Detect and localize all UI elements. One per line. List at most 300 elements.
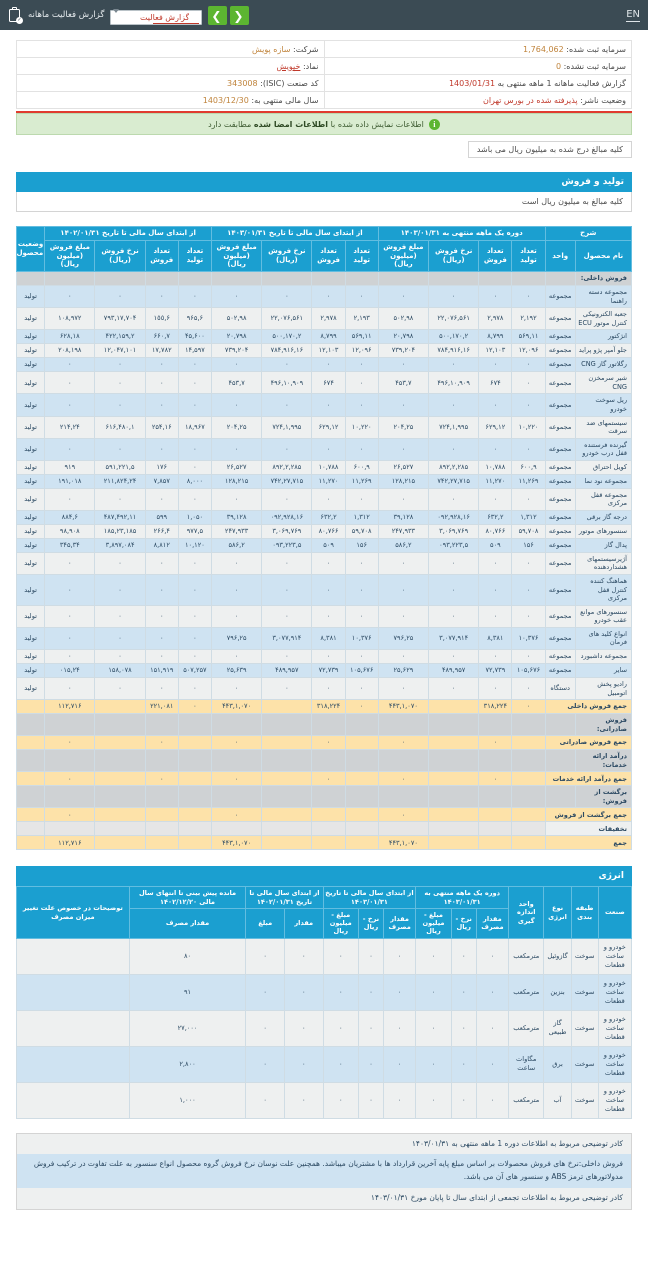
cell-y_rate-17: ٠: [262, 605, 312, 627]
unregistered-capital-value: 0: [555, 61, 562, 71]
grand-total-label: جمع: [545, 836, 631, 850]
cell-p_amt-1: ١٠٨,٩٧٢: [45, 308, 95, 330]
next-report-button[interactable]: ❯: [208, 6, 227, 25]
cell-y_amt-5: ٧,۴۵٣: [211, 372, 261, 394]
energy-category-3: سوخت: [571, 1046, 598, 1082]
total-internal-m_amt: ١,٠٧٠,۴۴٣: [378, 700, 428, 714]
cell-y_sale-4: ٠: [312, 358, 345, 372]
product-unit-3: مجموعه: [545, 344, 575, 358]
table-row: [17, 286, 632, 308]
cell-m_amt-5: ٧,۴۵٣: [378, 372, 428, 394]
th-p-amt: مبلغ فروش (میلیون ریال): [45, 240, 95, 271]
cell-p_rate-14: ٣,٨٩٧,٠٨۴: [95, 538, 145, 552]
total-returns-y-rate: [262, 808, 312, 822]
info-row-fiscal: [17, 92, 632, 109]
cell-m_amt-11: ٠: [378, 488, 428, 510]
prev-report-button[interactable]: ❮: [230, 6, 249, 25]
table-row: [17, 649, 632, 663]
th-period-month: دوره یک ماهه منتهی به ۱۴۰۳/۰۱/۳۱: [378, 227, 545, 241]
total-services-y-amt: ٠: [211, 772, 261, 786]
cell-m_prod-20: ١٠۵,۶٧۶: [512, 663, 545, 677]
energy-p-amt-2: ٠: [246, 1010, 285, 1046]
total-export-sales-row: [17, 736, 632, 750]
energy-note-4: [17, 1082, 130, 1118]
group-internal-sales-blank-6: [312, 272, 345, 286]
cell-p_amt-5: ٠: [45, 372, 95, 394]
cell-m_prod-15: ٠: [512, 552, 545, 574]
cell-p_amt-2: ١٨,۶٢٨: [45, 330, 95, 344]
cell-y_prod-10: ١١,٢۶٩: [345, 474, 378, 488]
cell-y_sale-10: ١١,٢٧٠: [312, 474, 345, 488]
cell-y_amt-3: ٢٠۴,٧٣٩: [211, 344, 261, 358]
total-internal-p_prod: ٠: [178, 700, 211, 714]
cell-p_prod-4: ٠: [178, 358, 211, 372]
total-export-m-sale: ٠: [479, 736, 512, 750]
product-name-5: شیر سرمخزن CNG: [575, 372, 631, 394]
footer-note-2: کادر توضیحی مربوط به اطلاعات تجمعی از ابتدای سال تا پایان مورخ ۱۴۰۳/۰۱/۳۱: [17, 1188, 631, 1209]
product-status-1: تولید: [17, 308, 45, 330]
cell-y_prod-3: ١٢,٠٩۶: [345, 344, 378, 358]
total-returns-m-rate: [429, 808, 479, 822]
cell-p_amt-3: ٢٠٨,١٩٨: [45, 344, 95, 358]
cell-m_sale-19: ٠: [479, 649, 512, 663]
cell-m_rate-6: ٠: [429, 394, 479, 416]
cell-y_rate-11: ٠: [262, 488, 312, 510]
cell-y_amt-2: ٢٠,٧٩٨: [211, 330, 261, 344]
energy-p-qty-4: ٠: [284, 1082, 323, 1118]
product-status-15: تولید: [17, 552, 45, 574]
cell-y_rate-2: ٢,۵٠٠,١٧٠: [262, 330, 312, 344]
cell-m_amt-7: ٢۵,٢٠۴: [378, 416, 428, 438]
cell-p_rate-5: ٠: [95, 372, 145, 394]
energy-industry-4: خودرو و ساخت قطعات: [598, 1082, 631, 1118]
cell-y_prod-4: ٠: [345, 358, 378, 372]
product-status-8: تولید: [17, 438, 45, 460]
energy-category-0: سوخت: [571, 938, 598, 974]
discounts-blank-4: [345, 822, 378, 836]
discounts-blank-1: [479, 822, 512, 836]
group-sales-returns-blank-7: [262, 786, 312, 808]
cell-y_amt-9: ٢۶,۵٢٧: [211, 460, 261, 474]
total-export-y-sale: ٠: [312, 736, 345, 750]
cell-m_sale-16: ٠: [479, 575, 512, 606]
product-status-2: تولید: [17, 330, 45, 344]
cell-y_prod-13: ۵٩,٧٠٨: [345, 524, 378, 538]
notice-text: [208, 120, 424, 129]
group-export-sales-blank-9: [178, 714, 211, 736]
eth-ytd-1402: از ابتدای سال مالی تا تاریخ ۱۴۰۲/۰۱/۳۱: [246, 887, 323, 908]
group-service-income-blank-12: [45, 750, 95, 772]
eth-balance: مانده پیش بینی تا انتهای سال مالی ۱۴۰۲/۱۲/۲۰: [129, 887, 246, 908]
group-export-sales-blank-4: [378, 714, 428, 736]
cell-m_prod-4: ٠: [512, 358, 545, 372]
table-row: [17, 575, 632, 606]
cell-p_prod-3: ١۴,۵٩٧: [178, 344, 211, 358]
table-row: [17, 627, 632, 649]
cell-p_rate-19: ٠: [95, 649, 145, 663]
cell-p_amt-4: ٠: [45, 358, 95, 372]
group-internal-sales: [17, 272, 632, 286]
cell-m_rate-0: ٠: [429, 286, 479, 308]
page-body: [0, 30, 648, 1228]
th-product-name: نام محصول: [575, 240, 631, 271]
energy-type-1: بنزین: [544, 974, 571, 1010]
discounts-blank-9: [145, 822, 178, 836]
cell-m_sale-6: ٠: [479, 394, 512, 416]
group-sales-returns-blank-1: [512, 786, 545, 808]
cell-y_prod-7: ١٠,٢٢٠: [345, 416, 378, 438]
cell-p_rate-11: ٠: [95, 488, 145, 510]
group-internal-sales-blank-7: [262, 272, 312, 286]
eth-category: طبقه بندی: [571, 887, 598, 938]
cell-y_amt-13: ٢۴٧,٩٣٣: [211, 524, 261, 538]
eth-y-rate: نرخ - ریال: [358, 908, 383, 938]
product-name-11: مجموعه قفل مرکزی: [575, 488, 631, 510]
cell-p_rate-6: ٠: [95, 394, 145, 416]
cell-y_rate-18: ٣,٠٧٧,٩١۴: [262, 627, 312, 649]
cell-m_prod-18: ١٠,٣٧۶: [512, 627, 545, 649]
cell-p_sale-1: ۶,١٥٥: [145, 308, 178, 330]
group-service-income-blank-4: [378, 750, 428, 772]
cell-p_prod-19: ٠: [178, 649, 211, 663]
cell-p_sale-10: ٧,٨۵٧: [145, 474, 178, 488]
info-cell-period: [324, 75, 632, 92]
discounts-row: [17, 822, 632, 836]
cell-y_sale-0: ٠: [312, 286, 345, 308]
energy-y-qty-2: ٠: [383, 1010, 415, 1046]
product-status-10: تولید: [17, 474, 45, 488]
group-internal-sales-blank-11: [95, 272, 145, 286]
company-value: سازه پویش: [251, 44, 291, 54]
total-internal-y_prod: ٠: [345, 700, 378, 714]
energy-m-amt-2: ٠: [416, 1010, 451, 1046]
grand-total-y-b3: [262, 836, 312, 850]
group-export-sales-blank-6: [312, 714, 345, 736]
group-service-income-blank-11: [95, 750, 145, 772]
table-row: [17, 308, 632, 330]
th-ytd-1402: از ابتدای سال مالی تا تاریخ ۱۴۰۲/۰۱/۳۱: [45, 227, 212, 241]
cell-m_amt-17: ٠: [378, 605, 428, 627]
cell-m_prod-1: ٢,١٩٢: [512, 308, 545, 330]
cell-m_rate-12: ١۶,٠٩٢,٩٢٨: [429, 510, 479, 524]
total-internal-y_rate: [262, 700, 312, 714]
cell-p_amt-7: ٢۴,٢١۴: [45, 416, 95, 438]
cell-m_rate-10: ٢٧,٧١۵,٧۴٢: [429, 474, 479, 488]
group-sales-returns-blank-11: [95, 786, 145, 808]
product-unit-19: مجموعه: [545, 649, 575, 663]
cell-p_prod-6: ٠: [178, 394, 211, 416]
product-name-8: گیرنده فرستنده قفل درب خودرو: [575, 438, 631, 460]
rial-unit-note: کلیه مبالغ درج شده به میلیون ریال می باشد: [468, 141, 632, 158]
cell-p_prod-5: ٠: [178, 372, 211, 394]
total-internal-p_amt: ٧١۶,١١٢: [45, 700, 95, 714]
cell-m_rate-17: ٠: [429, 605, 479, 627]
energy-p-qty-0: ٠: [284, 938, 323, 974]
cell-y_amt-7: ٢۵,٢٠۴: [211, 416, 261, 438]
product-status-19: تولید: [17, 649, 45, 663]
energy-industry-3: خودرو و ساخت قطعات: [598, 1046, 631, 1082]
total-returns-label: جمع برگشت از فروش: [545, 808, 631, 822]
cell-m_rate-3: ١۶,٩١۶,٧٨۴: [429, 344, 479, 358]
cell-y_prod-14: ١۵۶: [345, 538, 378, 552]
cell-y_amt-11: ٠: [211, 488, 261, 510]
group-internal-sales-blank-3: [429, 272, 479, 286]
cell-y_prod-12: ١,٣١٢: [345, 510, 378, 524]
discounts-blank-2: [429, 822, 479, 836]
group-internal-sales-blank-8: [211, 272, 261, 286]
cell-p_sale-13: ۴,٢۶۶: [145, 524, 178, 538]
total-internal-m_prod: ٠: [512, 700, 545, 714]
cell-p_amt-14: ٣۴,٣۴۵: [45, 538, 95, 552]
cell-p_prod-10: ٨,٠٠٠: [178, 474, 211, 488]
energy-y-qty-0: ٠: [383, 938, 415, 974]
total-returns-m-amt: ٠: [378, 808, 428, 822]
table-row: [17, 438, 632, 460]
total-export-y-amt: ٠: [211, 736, 261, 750]
energy-unit-1: مترمکعب: [509, 974, 544, 1010]
th-m-prod: تعداد تولید: [512, 240, 545, 271]
cell-p_sale-0: ٠: [145, 286, 178, 308]
discounts-blank-8: [178, 822, 211, 836]
total-services-p-blank: [178, 772, 211, 786]
energy-unit-0: مترمکعب: [509, 938, 544, 974]
cell-p_amt-12: ۶,٨٨۴: [45, 510, 95, 524]
cell-y_rate-10: ٢٧,٧١۵,٧۴٢: [262, 474, 312, 488]
group-export-sales-blank-12: [45, 714, 95, 736]
product-status-14: تولید: [17, 538, 45, 552]
group-sales-returns-blank-9: [178, 786, 211, 808]
energy-row: [17, 974, 632, 1010]
energy-m-qty-3: ٠: [476, 1046, 508, 1082]
energy-m-amt-1: ٠: [416, 974, 451, 1010]
grand-total-status: [17, 836, 45, 850]
energy-y-amt-1: ٠: [323, 974, 358, 1010]
cell-p_sale-4: ٠: [145, 358, 178, 372]
product-name-18: انواع کلید های فرمان: [575, 627, 631, 649]
table-row: [17, 605, 632, 627]
table-row: [17, 358, 632, 372]
company-info-table: [16, 40, 632, 109]
isic-value: 343008: [227, 78, 258, 88]
eth-consumption-qty: مقدار مصرف: [129, 908, 246, 938]
notice-text-before: اطلاعات نمایش داده شده با: [328, 119, 424, 129]
cell-y_sale-12: ٢,۶٣٢: [312, 510, 345, 524]
total-services-m-blank: [512, 772, 545, 786]
energy-category-1: سوخت: [571, 974, 598, 1010]
cell-m_rate-11: ٠: [429, 488, 479, 510]
select-underline: [153, 23, 199, 24]
cell-y_rate-5: ١٠,٩٠٩,۴٩۶: [262, 372, 312, 394]
energy-y-amt-0: ٠: [323, 938, 358, 974]
total-returns-m-b1: [512, 808, 545, 822]
group-internal-sales-blank-4: [378, 272, 428, 286]
cell-m_prod-10: ١١,٢۶٩: [512, 474, 545, 488]
table-row: [17, 538, 632, 552]
energy-industry-1: خودرو و ساخت قطعات: [598, 974, 631, 1010]
energy-note-2: [17, 1010, 130, 1046]
cell-p_prod-16: ٠: [178, 575, 211, 606]
symbol-value[interactable]: خپویش: [276, 61, 301, 71]
total-services-row: [17, 772, 632, 786]
cell-y_prod-15: ٠: [345, 552, 378, 574]
sales-section-subnote: کلیه مبالغ به میلیون ریال است: [16, 192, 632, 212]
energy-row: [17, 1010, 632, 1046]
language-toggle-en[interactable]: EN: [626, 8, 640, 20]
eth-energy-type: نوع انرژی: [544, 887, 571, 938]
energy-type-4: آب: [544, 1082, 571, 1118]
cell-m_prod-7: ١٠,٢٢٠: [512, 416, 545, 438]
cell-p_sale-14: ٨,٨١٢: [145, 538, 178, 552]
grand-total-m-amt: ١,٠٧٠,۴۴٣: [378, 836, 428, 850]
group-export-sales-blank-0: [545, 714, 575, 736]
cell-m_rate-14: ۵,٠٩٣,٢٢٣: [429, 538, 479, 552]
total-internal-status: [17, 700, 45, 714]
product-unit-21: دستگاه: [545, 677, 575, 699]
cell-m_sale-3: ١٢,١٠٣: [479, 344, 512, 358]
discounts-blank-0: [512, 822, 545, 836]
th-y-rate: نرخ فروش (ریال): [262, 240, 312, 271]
energy-balance-3: ٢,٨٠٠: [129, 1046, 246, 1082]
th-y-amt: مبلغ فروش (میلیون ریال): [211, 240, 261, 271]
energy-table: [16, 886, 632, 1118]
info-row-symbol: [17, 58, 632, 75]
product-name-17: سنسورهای موانع عقب خودرو: [575, 605, 631, 627]
sales-table-body: [17, 272, 632, 850]
footer-notes: [16, 1133, 632, 1210]
energy-table-body: [17, 938, 632, 1118]
report-select-wrap: [110, 5, 202, 25]
info-cell-isic: [17, 75, 325, 92]
total-internal-p_rate: [95, 700, 145, 714]
discounts-blank-6: [262, 822, 312, 836]
energy-y-rate-2: ٠: [358, 1010, 383, 1046]
cell-y_rate-12: ١۶,٠٩٢,٩٢٨: [262, 510, 312, 524]
energy-y-qty-3: ٠: [383, 1046, 415, 1082]
isic-label: کد صنعت (ISIC):: [260, 78, 319, 88]
group-export-sales-blank-7: [262, 714, 312, 736]
cell-m_amt-12: ٣٩,١٢٨: [378, 510, 428, 524]
cell-p_amt-16: ٠: [45, 575, 95, 606]
cell-y_prod-16: ٠: [345, 575, 378, 606]
cell-m_amt-15: ٠: [378, 552, 428, 574]
product-name-15: آژیرسیستمهای هشداردهنده: [575, 552, 631, 574]
cell-p_prod-8: ٠: [178, 438, 211, 460]
cell-y_amt-12: ٣٩,١٢٨: [211, 510, 261, 524]
energy-y-rate-4: ٠: [358, 1082, 383, 1118]
th-ytd-1403: از ابتدای سال مالی تا تاریخ ۱۴۰۳/۰۱/۳۱: [211, 227, 378, 241]
energy-p-amt-0: ٠: [246, 938, 285, 974]
group-export-sales-label: فروش صادراتی:: [575, 714, 631, 736]
cell-m_rate-1: ٢٢,٠٧۶,۵۶١: [429, 308, 479, 330]
cell-y_prod-6: ٠: [345, 394, 378, 416]
info-cell-symbol: [17, 58, 325, 75]
product-name-20: سایر: [575, 663, 631, 677]
fiscal-year-value: 1403/12/30: [202, 95, 249, 105]
energy-type-3: برق: [544, 1046, 571, 1082]
publisher-status-value: پذیرفته شده در بورس تهران: [482, 95, 578, 105]
group-internal-sales-blank-10: [145, 272, 178, 286]
signature-match-notice: [16, 113, 632, 135]
product-status-12: تولید: [17, 510, 45, 524]
cell-y_sale-8: ٠: [312, 438, 345, 460]
cell-m_rate-2: ٢,۵٠٠,١٧٠: [429, 330, 479, 344]
eth-industry: صنعت: [598, 887, 631, 938]
table-row: [17, 330, 632, 344]
product-unit-4: مجموعه: [545, 358, 575, 372]
cell-m_amt-13: ٢۴٧,٩٣٣: [378, 524, 428, 538]
cell-y_sale-7: ١٢,۶٢٩: [312, 416, 345, 438]
cell-p_rate-16: ٠: [95, 575, 145, 606]
energy-p-qty-3: ٠: [284, 1046, 323, 1082]
th-m-rate: نرخ فروش (ریال): [429, 240, 479, 271]
cell-y_sale-6: ٠: [312, 394, 345, 416]
grand-total-m-b3: [429, 836, 479, 850]
total-internal-y_sale: ٢٢۴,٣١٨: [312, 700, 345, 714]
product-name-19: مجموعه داشبورد: [575, 649, 631, 663]
cell-p_sale-8: ٠: [145, 438, 178, 460]
cell-p_prod-9: ٠: [178, 460, 211, 474]
product-unit-12: مجموعه: [545, 510, 575, 524]
cell-m_amt-9: ٢۶,۵٢٧: [378, 460, 428, 474]
cell-m_amt-2: ٢٠,٧٩٨: [378, 330, 428, 344]
discounts-blank-11: [45, 822, 95, 836]
group-export-sales-blank-3: [429, 714, 479, 736]
total-export-m-blank: [512, 736, 545, 750]
group-sales-returns-blank-12: [45, 786, 95, 808]
total-internal-p_sale: ٢٢١,٠٨١: [145, 700, 178, 714]
total-services-status: [17, 772, 45, 786]
energy-type-2: گاز طبیعی: [544, 1010, 571, 1046]
th-y-sale: تعداد فروش: [312, 240, 345, 271]
group-export-sales-blank-8: [211, 714, 261, 736]
group-internal-sales-blank-5: [345, 272, 378, 286]
publisher-status-label: وضعیت ناشر:: [580, 95, 626, 105]
product-name-16: هماهنگ کننده کنترل قفل مرکزی: [575, 575, 631, 606]
energy-balance-0: ٨٠: [129, 938, 246, 974]
group-service-income-blank-5: [345, 750, 378, 772]
cell-m_amt-14: ٢,۵٨۶: [378, 538, 428, 552]
group-sales-returns-blank-13: [17, 786, 45, 808]
energy-unit-4: مترمکعب: [509, 1082, 544, 1118]
product-status-18: تولید: [17, 627, 45, 649]
cell-m_amt-10: ٢١۵,١٢٨: [378, 474, 428, 488]
product-unit-6: مجموعه: [545, 394, 575, 416]
cell-m_rate-7: ١,٩٩۵,٧٢۴: [429, 416, 479, 438]
cell-m_amt-18: ٢۵,٧٩۶: [378, 627, 428, 649]
cell-p_rate-3: ١٢,٠۴٧,١٠١: [95, 344, 145, 358]
cell-m_amt-16: ٠: [378, 575, 428, 606]
group-export-sales-blank-13: [17, 714, 45, 736]
cell-y_prod-11: ٠: [345, 488, 378, 510]
cell-p_prod-11: ٠: [178, 488, 211, 510]
cell-p_rate-2: ٢,۴٢٢,١۵٩: [95, 330, 145, 344]
th-unit: واحد: [545, 240, 575, 271]
product-unit-10: مجموعه: [545, 474, 575, 488]
top-bar: [0, 0, 648, 30]
cell-y_rate-7: ١,٩٩۵,٧٢۴: [262, 416, 312, 438]
energy-table-head: [17, 887, 632, 938]
total-internal-sales-row: [17, 700, 632, 714]
cell-y_amt-8: ٠: [211, 438, 261, 460]
cell-y_sale-17: ٠: [312, 605, 345, 627]
cell-p_prod-13: ۵,٩٧٧: [178, 524, 211, 538]
cell-m_sale-7: ١٢,۶٢٩: [479, 416, 512, 438]
product-unit-7: مجموعه: [545, 416, 575, 438]
energy-y-amt-4: ٠: [323, 1082, 358, 1118]
group-sales-returns-blank-10: [145, 786, 178, 808]
cell-y_amt-6: ٠: [211, 394, 261, 416]
energy-m-qty-2: ٠: [476, 1010, 508, 1046]
